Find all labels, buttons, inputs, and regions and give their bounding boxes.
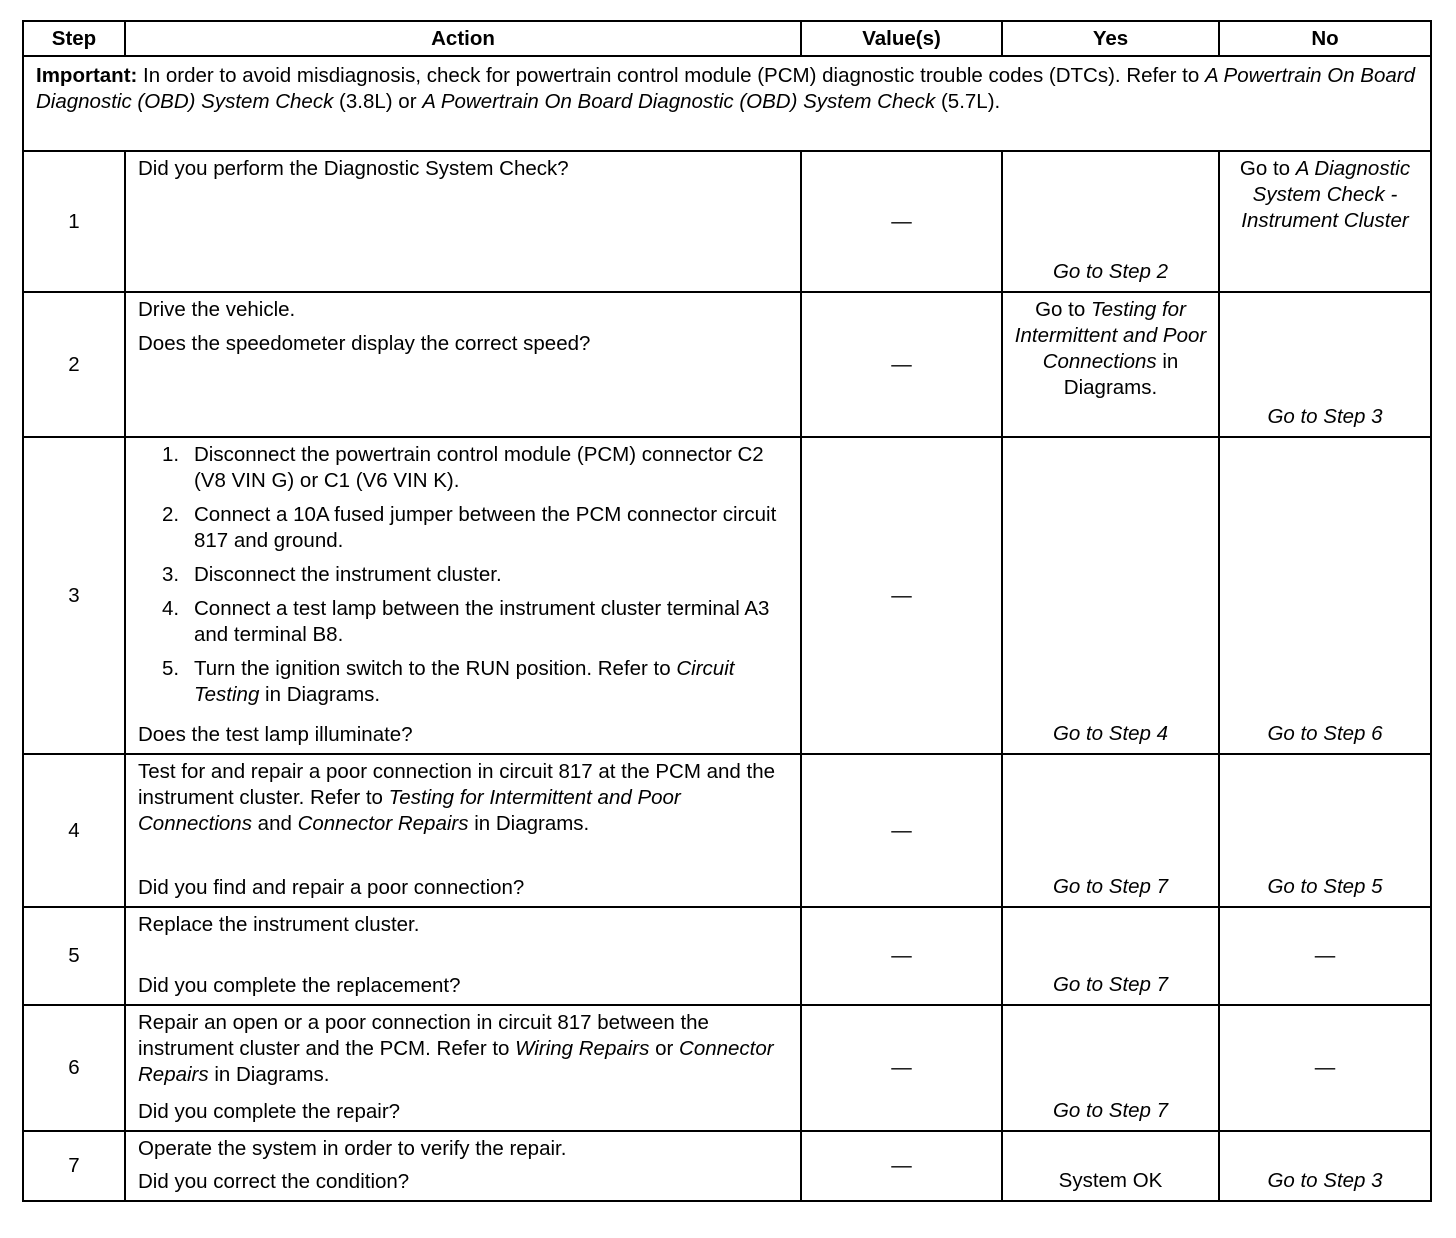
no-link[interactable]: Go to Step 3	[1267, 405, 1383, 428]
action-line: Repair an open or a poor connection in circuit 817 between the instrument cluster and the PCM. Refer to Wiring Repairs or Connector Repairs in Diagrams.	[138, 1011, 774, 1086]
yes-cell	[1002, 437, 1219, 754]
yes-cell	[1002, 754, 1219, 907]
yes-link[interactable]: Go to Step 7	[1052, 875, 1169, 898]
inline-ref[interactable]: Circuit Testing	[194, 657, 735, 706]
action-cell	[125, 1131, 801, 1201]
table-row	[23, 151, 1431, 292]
yes-link[interactable]: Go to Step 7	[1052, 973, 1169, 996]
header-values: Value(s)	[801, 21, 1002, 56]
no-link[interactable]: Go to Step 3	[1267, 1169, 1383, 1192]
step-number: 1	[23, 151, 125, 292]
value-dash: —	[891, 209, 912, 233]
yes-suffix: in Diagrams.	[1063, 350, 1179, 399]
header-step: Step	[23, 21, 125, 56]
yes-link[interactable]: Go to Step 2	[1052, 260, 1169, 283]
action-question: Does the test lamp illuminate?	[138, 723, 413, 746]
action-line: Operate the system in order to verify the repair.	[138, 1137, 567, 1160]
action-cell	[125, 754, 801, 907]
value-cell	[801, 437, 1002, 754]
table-row	[23, 292, 1431, 437]
no-dash: —	[1314, 1056, 1336, 1079]
action-question: Did you complete the repair?	[138, 1100, 401, 1123]
table-row	[23, 907, 1431, 1005]
no-cell	[1219, 754, 1431, 907]
value-cell	[801, 292, 1002, 437]
yes-link[interactable]: Go to Step 4	[1052, 722, 1169, 745]
yes-cell	[1002, 292, 1219, 437]
step-number: 4	[23, 754, 125, 907]
list-item: 1. Disconnect the powertrain control module (PCM) connector C2 (V8 VIN G) or C1 (V6 VIN K).	[162, 443, 764, 492]
diagnostic-table	[22, 20, 1432, 1202]
yes-prefix: Go to	[1035, 298, 1091, 321]
action-line: Test for and repair a poor connection in circuit 817 at the PCM and the instrument cluster. Refer to Testing for Intermittent and Poor Connections and Connector Repairs in Diagrams.	[138, 760, 776, 835]
value-cell	[801, 151, 1002, 292]
value-cell	[801, 907, 1002, 1005]
action-cell	[125, 151, 801, 292]
table-row	[23, 754, 1431, 907]
table-row	[23, 1005, 1431, 1131]
yes-cell	[1002, 1005, 1219, 1131]
yes-cell	[1002, 1131, 1219, 1201]
inline-ref[interactable]: Wiring Repairs	[515, 1037, 650, 1060]
list-item: 5. Turn the ignition switch to the RUN position. Refer to Circuit Testing in Diagrams.	[162, 657, 735, 706]
action-question: Did you complete the replacement?	[138, 974, 461, 997]
list-item: 4. Connect a test lamp between the instrument cluster terminal A3 and terminal B8.	[162, 597, 770, 646]
no-cell	[1219, 437, 1431, 754]
no-prefix: Go to	[1239, 157, 1296, 180]
yes-result: System OK	[1058, 1169, 1163, 1192]
no-cell	[1219, 1131, 1431, 1201]
no-link[interactable]: Go to Step 6	[1267, 722, 1383, 745]
inline-ref[interactable]: Testing for Intermittent and Poor Connections	[138, 786, 681, 835]
important-text2: (3.8L) or	[333, 90, 423, 113]
step-number: 6	[23, 1005, 125, 1131]
action-cell	[125, 1005, 801, 1131]
no-dash: —	[1314, 944, 1336, 967]
value-dash: —	[891, 1154, 912, 1177]
step-number: 3	[23, 437, 125, 754]
header-yes: Yes	[1002, 21, 1219, 56]
important-note	[23, 56, 1431, 151]
important-ref2: A Powertrain On Board Diagnostic (OBD) System Check	[422, 90, 936, 113]
table-row	[23, 437, 1431, 754]
yes-cell	[1002, 151, 1219, 292]
header-row	[23, 21, 1431, 56]
value-dash: —	[891, 818, 912, 842]
inline-ref[interactable]: Connector Repairs	[297, 812, 469, 835]
list-item: 2. Connect a 10A fused jumper between the PCM connector circuit 817 and ground.	[162, 503, 777, 552]
yes-link[interactable]: Go to Step 7	[1052, 1099, 1169, 1122]
header-action: Action	[125, 21, 801, 56]
yes-cell	[1002, 907, 1219, 1005]
value-cell	[801, 754, 1002, 907]
action-question: Did you correct the condition?	[138, 1170, 410, 1193]
no-cell	[1219, 907, 1431, 1005]
value-dash: —	[891, 1056, 912, 1079]
action-line: Replace the instrument cluster.	[138, 913, 420, 936]
no-link[interactable]: A Diagnostic System Check - Instrument Cluster	[1241, 157, 1411, 232]
no-cell	[1219, 292, 1431, 437]
yes-link[interactable]: Testing for Intermittent and Poor Connections	[1014, 298, 1207, 373]
action-cell	[125, 292, 801, 437]
no-cell	[1219, 1005, 1431, 1131]
list-item: 3. Disconnect the instrument cluster.	[162, 563, 502, 586]
value-cell	[801, 1131, 1002, 1201]
value-dash: —	[891, 944, 912, 967]
action-steps-list	[138, 442, 786, 708]
no-link[interactable]: Go to Step 5	[1267, 875, 1383, 898]
value-cell	[801, 1005, 1002, 1131]
important-ref1: A Powertrain On Board Diagnostic (OBD) System Check	[36, 64, 1415, 113]
value-dash: —	[891, 583, 912, 607]
step-number: 2	[23, 292, 125, 437]
important-label: Important:	[36, 64, 138, 87]
no-cell	[1219, 151, 1431, 292]
value-dash: —	[891, 352, 912, 376]
inline-ref[interactable]: Connector Repairs	[138, 1037, 774, 1086]
action-cell	[125, 437, 801, 754]
important-text1: In order to avoid misdiagnosis, check for powertrain control module (PCM) diagnostic trouble codes (DTCs). Refer to	[137, 64, 1205, 87]
header-no: No	[1219, 21, 1431, 56]
action-cell	[125, 907, 801, 1005]
action-question: Does the speedometer display the correct speed?	[138, 332, 591, 355]
action-line: Drive the vehicle.	[138, 298, 296, 321]
action-question: Did you find and repair a poor connection?	[138, 876, 525, 899]
step-number: 5	[23, 907, 125, 1005]
step-number: 7	[23, 1131, 125, 1201]
action-question: Did you perform the Diagnostic System Check?	[138, 157, 569, 180]
important-row	[23, 56, 1431, 151]
important-text3: (5.7L).	[935, 90, 1001, 113]
table-row	[23, 1131, 1431, 1201]
